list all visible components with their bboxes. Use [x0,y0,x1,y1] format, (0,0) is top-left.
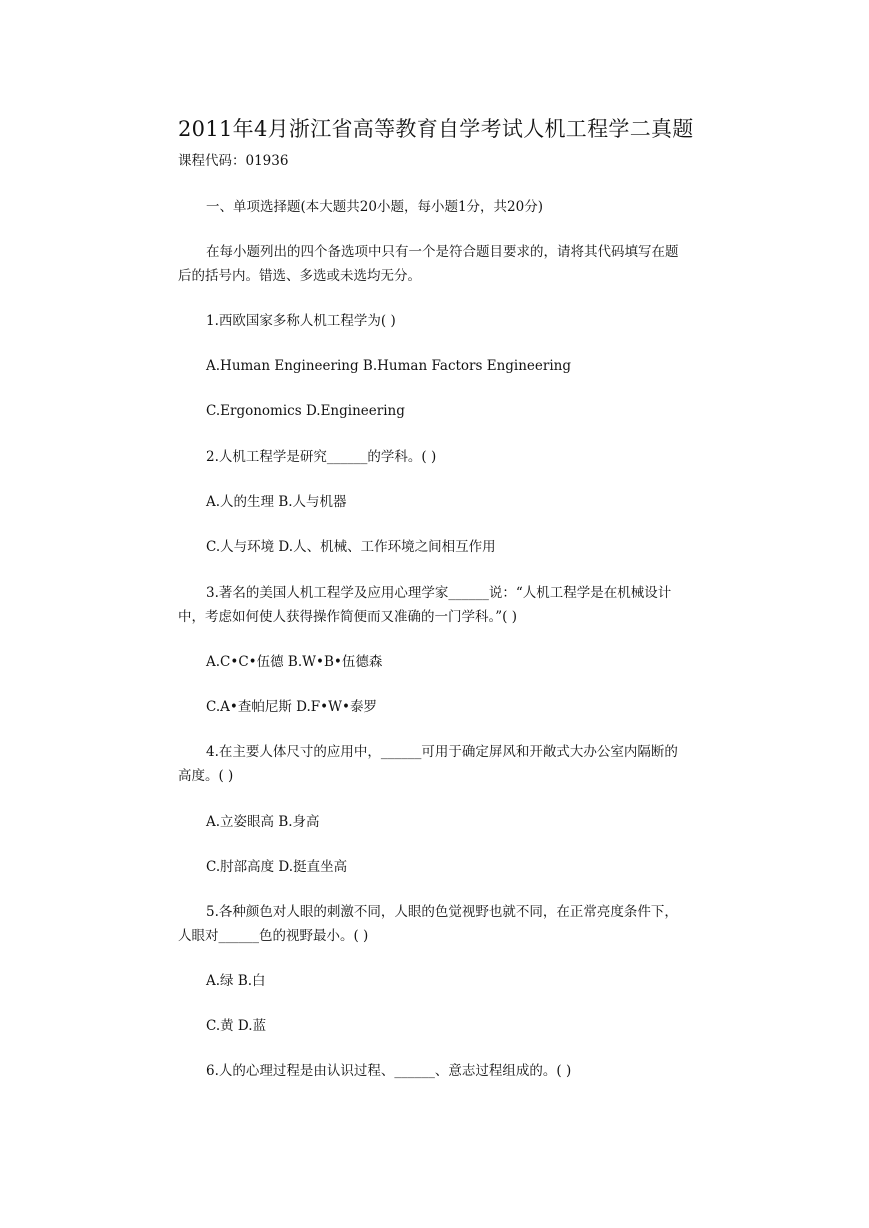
question-4-stem-line-2: 高度。( ) [178,768,234,784]
question-3-options-ab: A.C•C•伍德 B.W•B•伍德森 [206,654,383,670]
question-4-stem-line-1: 4.在主要人体尺寸的应用中，______可用于确定屏风和开敞式大办公室内隔断的 [206,744,678,760]
section-heading: 一、单项选择题(本大题共20小题，每小题1分，共20分) [206,199,543,215]
question-2-options-cd: C.人与环境 D.人、机械、工作环境之间相互作用 [206,539,496,555]
question-2-stem: 2.人机工程学是研究______的学科。( ) [206,449,437,465]
question-5-stem-line-1: 5.各种颜色对人眼的刺激不同，人眼的色觉视野也就不同，在正常亮度条件下， [206,904,678,920]
question-4-options-ab: A.立姿眼高 B.身高 [206,814,320,830]
page-title: 2011年4月浙江省高等教育自学考试人机工程学二真题 [178,117,694,141]
question-5-options-cd: C.黄 D.蓝 [206,1018,267,1034]
question-1-stem: 1.西欧国家多称人机工程学为( ) [206,313,396,329]
question-3-stem-line-2: 中，考虑如何使人获得操作简便而又准确的一门学科。”( ) [178,609,517,625]
question-2-options-ab: A.人的生理 B.人与机器 [206,494,347,510]
question-6-stem: 6.人的心理过程是由认识过程、______、意志过程组成的。( ) [206,1063,572,1079]
question-5-options-ab: A.绿 B.白 [206,973,266,989]
question-3-options-cd: C.A•查帕尼斯 D.F•W•泰罗 [206,699,377,715]
question-1-options-cd: C.Ergonomics D.Engineering [206,403,405,419]
course-code: 课程代码：01936 [178,153,289,169]
question-4-options-cd: C.肘部高度 D.挺直坐高 [206,859,348,875]
question-1-options-ab: A.Human Engineering B.Human Factors Engineering [206,358,572,374]
question-3-stem-line-1: 3.著名的美国人机工程学及应用心理学家______说：“人机工程学是在机械设计 [206,585,672,601]
instructions-line-2: 后的括号内。错选、多选或未选均无分。 [178,268,421,284]
question-5-stem-line-2: 人眼对______色的视野最小。( ) [178,928,369,944]
instructions-line-1: 在每小题列出的四个备选项中只有一个是符合题目要求的，请将其代码填写在题 [206,244,679,260]
